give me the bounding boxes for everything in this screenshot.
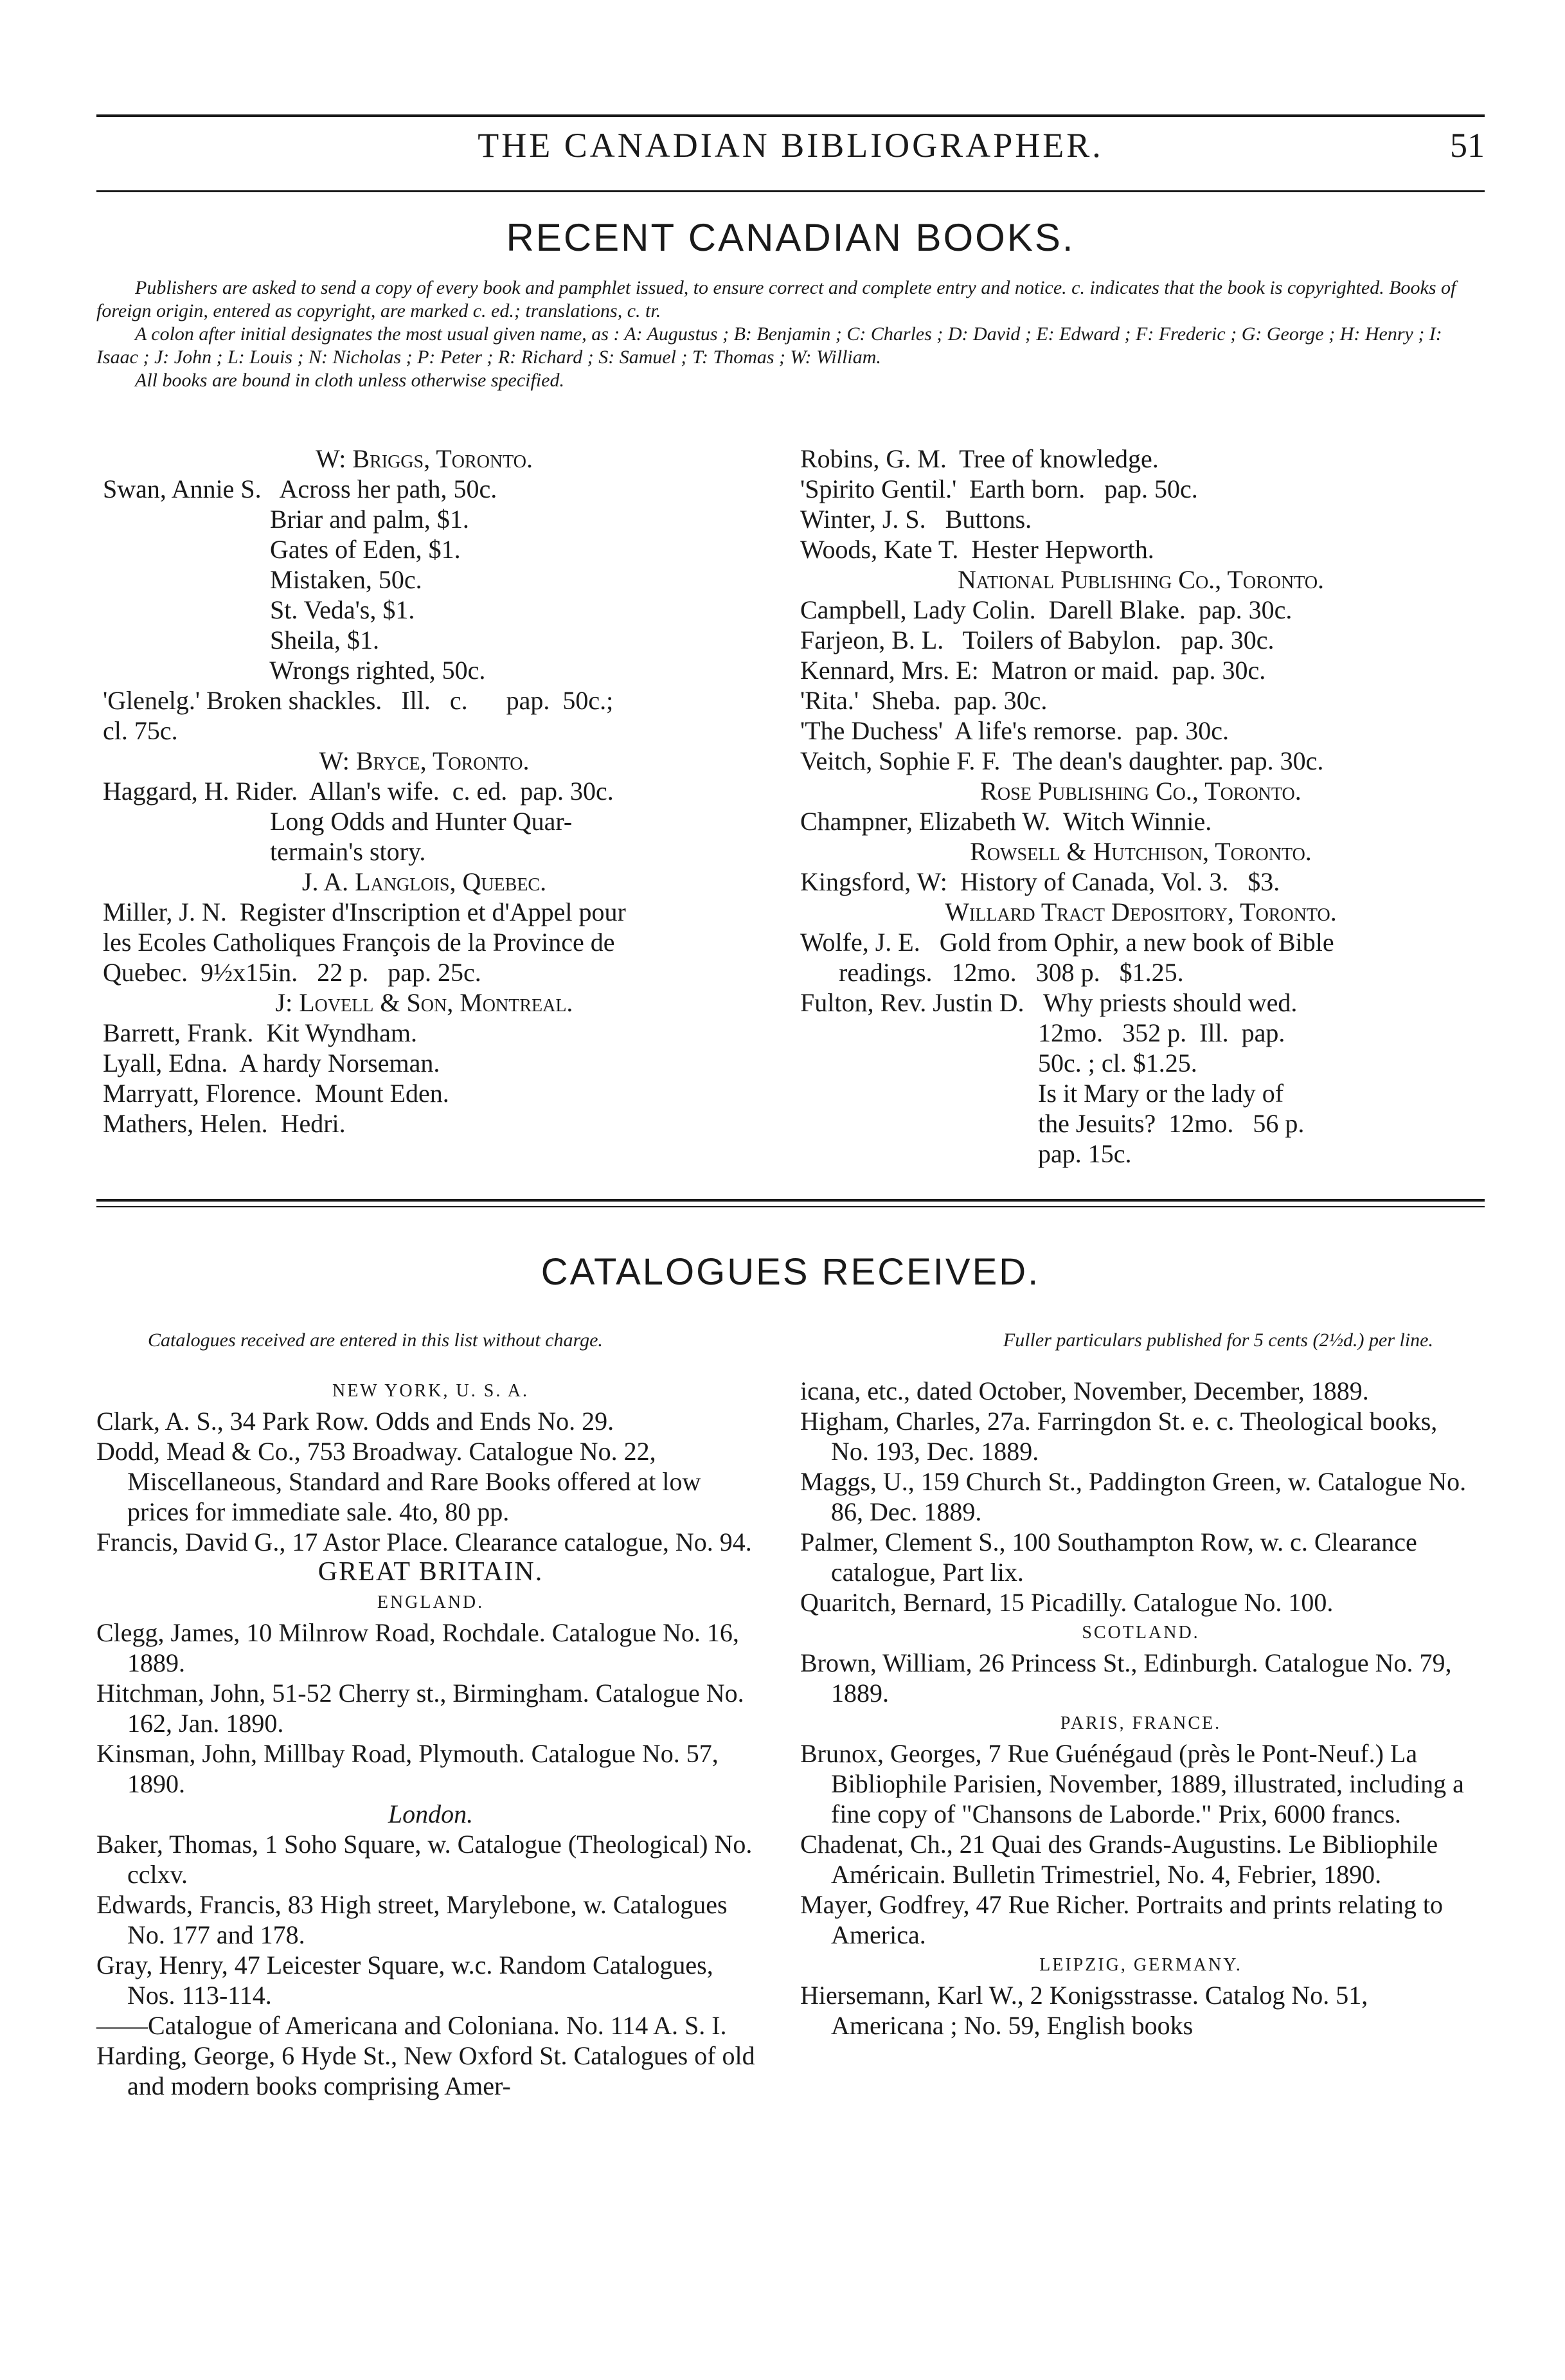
recent-intro bbox=[96, 276, 1485, 392]
list-item: Harding, George, 6 Hyde St., New Oxford St. Catalogues of old and modern books comprising Amer- bbox=[96, 2041, 755, 2100]
list-item: 'Rita.' Sheba. pap. 30c. bbox=[800, 686, 1048, 715]
list-item: Chadenat, Ch., 21 Quai des Grands-Augustins. Le Bibliophile Américain. Bulletin Trimestriel, No. 4, Febrier, 1890. bbox=[800, 1830, 1438, 1889]
list-item: the Jesuits? 12mo. 56 p. bbox=[800, 1109, 1305, 1138]
list-item: Farjeon, B. L. Toilers of Babylon. pap. 30c. bbox=[800, 626, 1274, 654]
section-label: ENGLAND. bbox=[377, 1592, 485, 1612]
catalogues-left-column bbox=[96, 1376, 765, 2101]
list-item: Lyall, Edna. A hardy Norseman. bbox=[103, 1049, 440, 1077]
recent-books-heading: RECENT CANADIAN BOOKS. bbox=[506, 216, 1075, 259]
running-head bbox=[96, 125, 1485, 170]
list-item: Kinsman, John, Millbay Road, Plymouth. Catalogue No. 57, 1890. bbox=[96, 1739, 719, 1798]
list-item: Quebec. 9½x15in. 22 p. pap. 25c. bbox=[103, 958, 481, 987]
list-item: Higham, Charles, 27a. Farringdon St. e. c. Theological books, No. 193, Dec. 1889. bbox=[800, 1407, 1438, 1466]
catalogues-note-left: Catalogues received are entered in this list without charge. bbox=[148, 1330, 603, 1351]
list-item: ——Catalogue of Americana and Coloniana. No. 114 A. S. I. bbox=[96, 2011, 727, 2040]
list-item: Mayer, Godfrey, 47 Rue Richer. Portraits and prints relating to America. bbox=[800, 1890, 1444, 1949]
list-item: Sheila, $1. bbox=[103, 626, 379, 654]
journal-title: THE CANADIAN BIBLIOGRAPHER. bbox=[478, 126, 1104, 165]
section-double-rule bbox=[96, 1199, 1485, 1202]
section-label: Willard Tract Depository, Toronto. bbox=[945, 897, 1337, 926]
list-item: 50c. ; cl. $1.25. bbox=[800, 1049, 1197, 1077]
section-label: J: Lovell & Son, Montreal. bbox=[275, 988, 573, 1017]
section-label: PARIS, FRANCE. bbox=[1060, 1713, 1222, 1733]
section-double-rule bbox=[96, 1206, 1485, 1207]
list-item: Marryatt, Florence. Mount Eden. bbox=[103, 1079, 449, 1108]
intro-paragraph: All books are bound in cloth unless otherwise specified. bbox=[135, 370, 564, 391]
list-item: Champner, Elizabeth W. Witch Winnie. bbox=[800, 807, 1212, 836]
list-item: Baker, Thomas, 1 Soho Square, w. Catalogue (Theological) No. cclxv. bbox=[96, 1830, 753, 1889]
page-number: 51 bbox=[1450, 126, 1485, 165]
section-label: NEW YORK, U. S. A. bbox=[332, 1381, 529, 1401]
list-item: Clark, A. S., 34 Park Row. Odds and Ends No. 29. bbox=[96, 1407, 614, 1436]
list-item: cl. 75c. bbox=[103, 716, 178, 745]
list-item: Robins, G. M. Tree of knowledge. bbox=[800, 444, 1159, 473]
list-item: Francis, David G., 17 Astor Place. Clearance catalogue, No. 94. bbox=[96, 1528, 752, 1556]
catalogues-heading: CATALOGUES RECEIVED. bbox=[541, 1251, 1041, 1293]
section-label: National Publishing Co., Toronto. bbox=[957, 565, 1325, 594]
list-item: Hiersemann, Karl W., 2 Konigsstrasse. Catalog No. 51, Americana ; No. 59, English books bbox=[800, 1981, 1368, 2040]
list-item: Maggs, U., 159 Church St., Paddington Green, w. Catalogue No. 86, Dec. 1889. bbox=[800, 1467, 1467, 1526]
section-label: GREAT BRITAIN. bbox=[317, 1557, 544, 1587]
list-item: Woods, Kate T. Hester Hepworth. bbox=[800, 535, 1154, 564]
list-item: Campbell, Lady Colin. Darell Blake. pap. 30c. bbox=[800, 595, 1292, 624]
section-label: LEIPZIG, GERMANY. bbox=[1039, 1955, 1242, 1975]
list-item: Mathers, Helen. Hedri. bbox=[103, 1109, 346, 1138]
list-item: Mistaken, 50c. bbox=[103, 565, 422, 594]
list-item: Wrongs righted, 50c. bbox=[103, 656, 486, 685]
catalogues-note bbox=[96, 1330, 1485, 1351]
list-item: Gates of Eden, $1. bbox=[103, 535, 461, 564]
list-item: Wolfe, J. E. Gold from Ophir, a new book of Bible bbox=[800, 928, 1334, 957]
intro-paragraph: Publishers are asked to send a copy of every book and pamphlet issued, to ensure correct and complete entry and notice. c. indicates that the book is copyrighted. Books of foreign origin, entered as copyright, are marked c. ed.; translations, c. tr. bbox=[96, 277, 1456, 321]
list-item: Brown, William, 26 Princess St., Edinburgh. Catalogue No. 79, 1889. bbox=[800, 1648, 1452, 1708]
list-item: Veitch, Sophie F. F. The dean's daughter. pap. 30c. bbox=[800, 746, 1324, 775]
list-item: les Ecoles Catholiques François de la Province de bbox=[103, 928, 615, 957]
list-item: 'Glenelg.' Broken shackles. Ill. c. pap. 50c.; bbox=[103, 686, 614, 715]
list-item: 'The Duchess' A life's remorse. pap. 30c. bbox=[800, 716, 1230, 745]
section-label: J. A. Langlois, Quebec. bbox=[301, 867, 547, 896]
list-item: Kennard, Mrs. E: Matron or maid. pap. 30c. bbox=[800, 656, 1266, 685]
list-item: Winter, J. S. Buttons. bbox=[800, 505, 1032, 534]
list-item: Quaritch, Bernard, 15 Picadilly. Catalogue No. 100. bbox=[800, 1588, 1334, 1617]
top-rule bbox=[96, 114, 1485, 117]
list-item: termain's story. bbox=[103, 837, 426, 866]
list-item: Brunox, Georges, 7 Rue Guénégaud (près le Pont-Neuf.) La Bibliophile Parisien, November, 1889, illustrated, including a fine copy of "Chansons de Laborde." Prix, 6000 francs. bbox=[800, 1739, 1464, 1828]
list-item: 'Spirito Gentil.' Earth born. pap. 50c. bbox=[800, 474, 1198, 503]
list-item: Miller, J. N. Register d'Inscription et d'Appel pour bbox=[103, 897, 626, 926]
list-item: readings. 12mo. 308 p. $1.25. bbox=[800, 958, 1184, 987]
list-item: icana, etc., dated October, November, December, 1889. bbox=[800, 1376, 1369, 1405]
list-item: Palmer, Clement S., 100 Southampton Row, w. c. Clearance catalogue, Part lix. bbox=[800, 1528, 1417, 1587]
list-item: Gray, Henry, 47 Leicester Square, w.c. Random Catalogues, Nos. 113-114. bbox=[96, 1951, 713, 2010]
section-label: SCOTLAND. bbox=[1082, 1623, 1200, 1643]
catalogues-note-right: Fuller particulars published for 5 cents (2½d.) per line. bbox=[1003, 1330, 1433, 1351]
section-label: Rowsell & Hutchison, Toronto. bbox=[970, 837, 1312, 866]
section-label: W: Briggs, Toronto. bbox=[316, 444, 533, 473]
list-item: Dodd, Mead & Co., 753 Broadway. Catalogue No. 22, Miscellaneous, Standard and Rare Books offered at low prices for immediate sale. 4to, 80 pp. bbox=[96, 1437, 701, 1526]
list-item: 12mo. 352 p. Ill. pap. bbox=[800, 1018, 1285, 1047]
list-item: London. bbox=[388, 1799, 474, 1828]
head-rule bbox=[96, 190, 1485, 192]
list-item: Is it Mary or the lady of bbox=[800, 1079, 1284, 1108]
catalogues-right-column bbox=[800, 1376, 1481, 2041]
list-item: St. Veda's, $1. bbox=[103, 595, 415, 624]
list-item: Haggard, H. Rider. Allan's wife. c. ed. pap. 30c. bbox=[103, 777, 614, 806]
list-item: Briar and palm, $1. bbox=[103, 505, 469, 534]
list-item: pap. 15c. bbox=[800, 1139, 1132, 1168]
section-label: W: Bryce, Toronto. bbox=[319, 746, 530, 775]
recent-books-right-column bbox=[800, 444, 1481, 1169]
list-item: Swan, Annie S. Across her path, 50c. bbox=[103, 474, 497, 503]
list-item: Barrett, Frank. Kit Wyndham. bbox=[103, 1018, 417, 1047]
list-item: Edwards, Francis, 83 High street, Marylebone, w. Catalogues No. 177 and 178. bbox=[96, 1890, 728, 1949]
recent-books-left-column bbox=[103, 444, 746, 1139]
list-item: Hitchman, John, 51-52 Cherry st., Birmingham. Catalogue No. 162, Jan. 1890. bbox=[96, 1679, 744, 1738]
section-label: Rose Publishing Co., Toronto. bbox=[980, 777, 1301, 806]
intro-paragraph: A colon after initial designates the most usual given name, as : A: Augustus ; B: Benjamin ; C: Charles ; D: David ; E: Edward ; F: Frederic ; G: George ; H: Henry ; I: Isaac ; J: John ; L: Louis ; N: Nicholas ; P: Peter ; R: Richard ; S: Samuel ; T: Thomas ; W: William. bbox=[96, 323, 1442, 368]
list-item: Kingsford, W: History of Canada, Vol. 3. $3. bbox=[800, 867, 1280, 896]
list-item: Fulton, Rev. Justin D. Why priests should wed. bbox=[800, 988, 1298, 1017]
list-item: Clegg, James, 10 Milnrow Road, Rochdale. Catalogue No. 16, 1889. bbox=[96, 1618, 739, 1677]
list-item: Long Odds and Hunter Quar- bbox=[103, 807, 573, 836]
